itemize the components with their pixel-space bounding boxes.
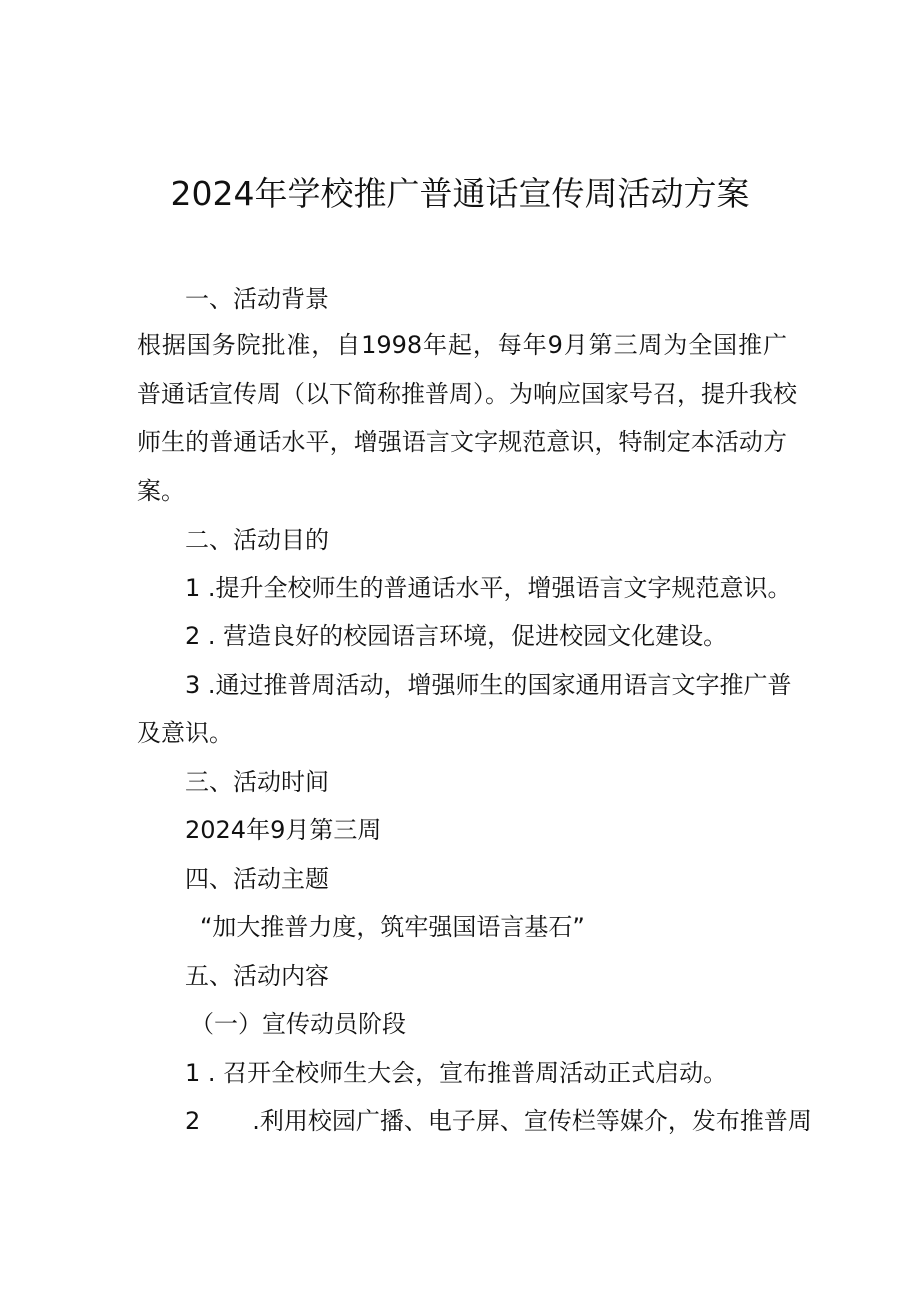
list-item-text: .利用校园广播、电子屏、宣传栏等媒介，发布推普周 — [252, 1107, 812, 1135]
subsection-heading: （一）宣传动员阶段 — [190, 1010, 406, 1038]
section-heading-content: 五、活动内容 — [185, 962, 329, 990]
list-item: 3 .通过推普周活动，增强师生的国家通用语言文字推广普 — [185, 671, 792, 699]
list-item-number: 2 — [185, 1107, 201, 1135]
list-item — [185, 1103, 812, 1139]
paragraph-line: 案。 — [137, 477, 185, 505]
document-title: 2024年学校推广普通话宣传周活动方案 — [170, 174, 750, 213]
section-heading-time: 三、活动时间 — [185, 768, 329, 796]
section-heading-purpose: 二、活动目的 — [185, 526, 329, 554]
activity-time: 2024年9月第三周 — [185, 816, 382, 844]
list-item: 2 . 营造良好的校园语言环境，促进校园文化建设。 — [185, 622, 728, 650]
paragraph-line: 根据国务院批准，自1998年起，每年9月第三周为全国推广 — [137, 331, 787, 359]
activity-theme: “加大推普力度，筑牢强国语言基石” — [200, 913, 585, 941]
section-heading-background: 一、活动背景 — [185, 285, 329, 313]
paragraph-line: 普通话宣传周（以下简称推普周）。为响应国家号召，提升我校 — [137, 380, 797, 408]
section-heading-theme: 四、活动主题 — [185, 865, 329, 893]
list-item: 1 . 召开全校师生大会，宣布推普周活动正式启动。 — [185, 1059, 728, 1087]
list-item-continuation: 及意识。 — [137, 719, 233, 747]
paragraph-line: 师生的普通话水平，增强语言文字规范意识，特制定本活动方 — [137, 428, 787, 456]
list-item: 1 .提升全校师生的普通话水平，增强语言文字规范意识。 — [185, 574, 792, 602]
